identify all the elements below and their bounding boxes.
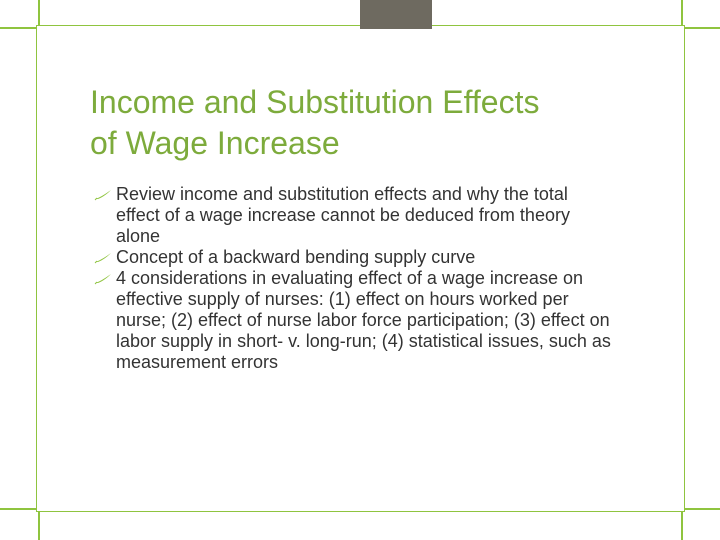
bullet-text: Review income and substitution effects and why the total effect of a wage increase cannot be deduced from theory alone [116,184,570,246]
feather-bullet-icon [94,252,112,264]
title-line-2: of Wage Increase [90,125,340,161]
list-item [94,247,614,268]
bullet-text: 4 considerations in evaluating effect of a wage increase on effective supply of nurses: (1) effect on hours worked per nurse; (2) effect of nurse labor force participation; (3) effect on labor supply in short- v. long-run; (4) statistical issues, such as measurement errors [116,268,611,372]
list-item [94,268,614,373]
top-accent-block [360,0,432,29]
slide-title [90,82,650,164]
title-line-1: Income and Substitution Effects [90,84,540,120]
feather-bullet-icon [94,273,112,285]
feather-bullet-icon [94,189,112,201]
bullet-list [94,184,614,373]
bullet-text: Concept of a backward bending supply curve [116,247,476,267]
list-item [94,184,614,247]
